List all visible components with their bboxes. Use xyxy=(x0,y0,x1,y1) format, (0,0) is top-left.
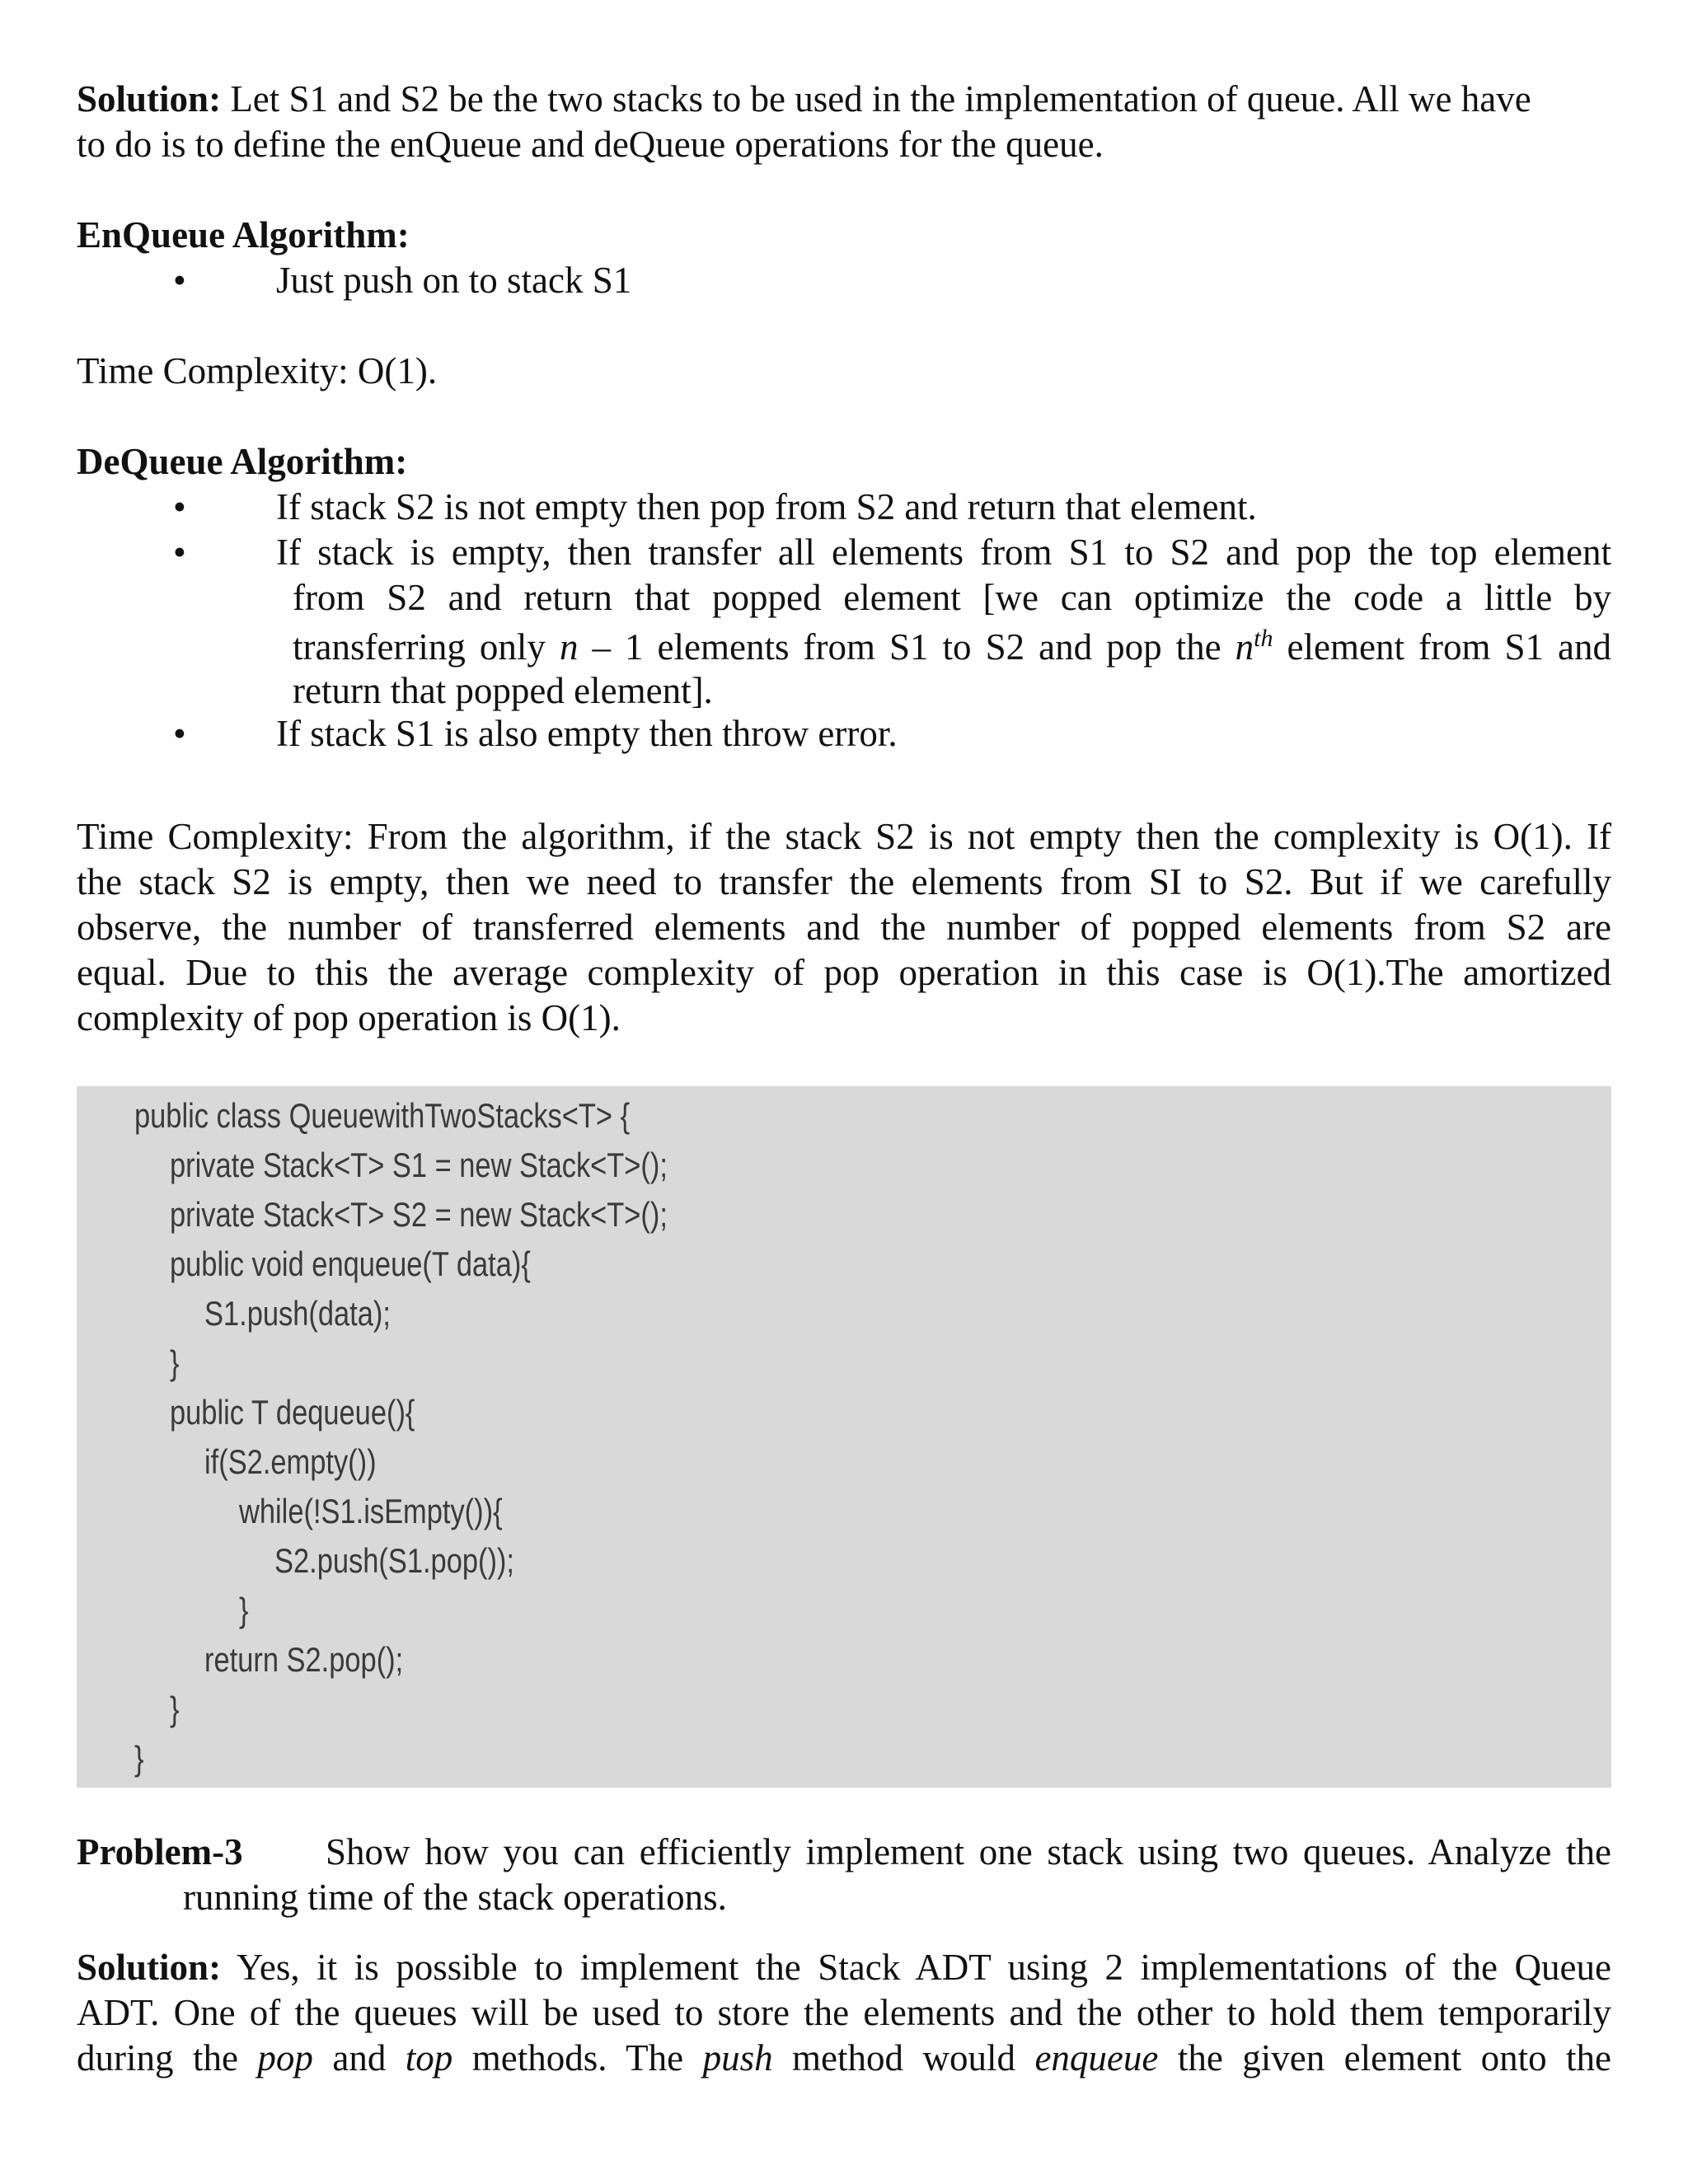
code-line: while(!S1.isEmpty()){ xyxy=(239,1492,503,1530)
text-segment: transferring only xyxy=(293,626,560,668)
enqueue-list-item xyxy=(173,258,1611,303)
complexity-line-5: complexity of pop operation is O(1). xyxy=(77,997,621,1038)
solution-2-line-2: ADT. One of the queues will be used to store the elements and the other to hold them temporarily xyxy=(77,1992,1611,2033)
term-push: push xyxy=(702,2037,773,2079)
enqueue-heading: EnQueue Algorithm: xyxy=(77,214,410,255)
solution-text-line-1: Let S1 and S2 be the two stacks to be used in the implementation of queue. All we have xyxy=(221,78,1531,120)
bullet-icon: • xyxy=(173,532,186,573)
dequeue-item-3-text: If stack S1 is also empty then throw error. xyxy=(276,713,898,754)
superscript-th: th xyxy=(1254,625,1273,652)
solution-2-line-1 xyxy=(77,1945,1611,1990)
solution-2-line-3 xyxy=(77,2036,1611,2081)
text-segment: methods. The xyxy=(452,2037,703,2079)
term-top: top xyxy=(405,2037,453,2079)
problem-3-line-2: running time of the stack operations. xyxy=(183,1877,727,1918)
text-segment: Yes, it is possible to implement the Stack ADT using 2 implementations of the Queue xyxy=(221,1947,1611,1988)
dequeue-item-2-line-2: from S2 and return that popped element [we can optimize the code a little by xyxy=(293,577,1611,618)
code-line: } xyxy=(134,1739,144,1778)
code-line: } xyxy=(170,1343,180,1382)
solution-paragraph-1 xyxy=(77,77,1611,122)
code-block xyxy=(77,1086,1611,1788)
dequeue-item-2-line-4: return that popped element]. xyxy=(293,670,713,711)
dequeue-list-item-1 xyxy=(173,485,1611,530)
code-line: public T dequeue(){ xyxy=(170,1393,415,1432)
text-segment: during the xyxy=(77,2037,258,2079)
dequeue-item-2-line-1: If stack is empty, then transfer all elements from S1 to S2 and pop the top element xyxy=(276,532,1611,573)
complexity-line-3: observe, the number of transferred elements and the number of popped elements from S2 are xyxy=(77,907,1611,948)
text-segment: method would xyxy=(772,2037,1035,2079)
dequeue-heading: DeQueue Algorithm: xyxy=(77,441,408,482)
code-line: public class QueuewithTwoStacks<T> { xyxy=(134,1096,631,1135)
term-pop: pop xyxy=(257,2037,313,2079)
text-segment: element from S1 and xyxy=(1273,626,1611,668)
complexity-line-1: Time Complexity: From the algorithm, if the stack S2 is not empty then the complexity is O(1). If xyxy=(77,816,1611,857)
text-segment: the given element onto the xyxy=(1158,2037,1612,2079)
solution-label: Solution: xyxy=(77,1947,222,1988)
term-enqueue: enqueue xyxy=(1034,2037,1159,2079)
dequeue-item-2-line-3 xyxy=(293,625,1611,670)
solution-label: Solution: xyxy=(77,78,222,120)
code-line: if(S2.empty()) xyxy=(204,1442,377,1481)
problem-3-line-1: Show how you can efficiently implement one stack using two queues. Analyze the xyxy=(326,1831,1611,1872)
code-line: } xyxy=(170,1690,180,1728)
bullet-icon: • xyxy=(173,713,186,754)
complexity-line-4: equal. Due to this the average complexity of pop operation in this case is O(1).The amortized xyxy=(77,952,1611,993)
dequeue-item-1-text: If stack S2 is not empty then pop from S2 and return that element. xyxy=(276,486,1257,527)
bullet-icon: • xyxy=(173,260,186,301)
code-line: S1.push(data); xyxy=(204,1294,391,1333)
code-line: S2.push(S1.pop()); xyxy=(274,1541,514,1580)
problem-3-label: Problem-3 xyxy=(77,1831,243,1872)
math-n: n xyxy=(559,626,579,668)
code-line: } xyxy=(239,1591,249,1629)
bullet-icon: • xyxy=(173,486,186,527)
enqueue-item-text: Just push on to stack S1 xyxy=(276,260,632,301)
code-line: return S2.pop(); xyxy=(204,1640,404,1679)
code-line: private Stack<T> S1 = new Stack<T>(); xyxy=(170,1146,668,1184)
math-n: n xyxy=(1235,626,1254,668)
code-line: public void enqueue(T data){ xyxy=(170,1244,531,1283)
text-segment: – 1 elements from S1 to S2 and pop the xyxy=(578,626,1236,668)
text-segment: and xyxy=(312,2037,406,2079)
code-line: private Stack<T> S2 = new Stack<T>(); xyxy=(170,1195,668,1234)
dequeue-list-item-2 xyxy=(173,530,1611,711)
enqueue-time-complexity: Time Complexity: O(1). xyxy=(77,350,438,391)
dequeue-list-item-3 xyxy=(173,711,1611,757)
solution-text-line-2: to do is to define the enQueue and deQueue operations for the queue. xyxy=(77,124,1104,165)
complexity-line-2: the stack S2 is empty, then we need to transfer the elements from SI to S2. But if we carefully xyxy=(77,861,1611,902)
